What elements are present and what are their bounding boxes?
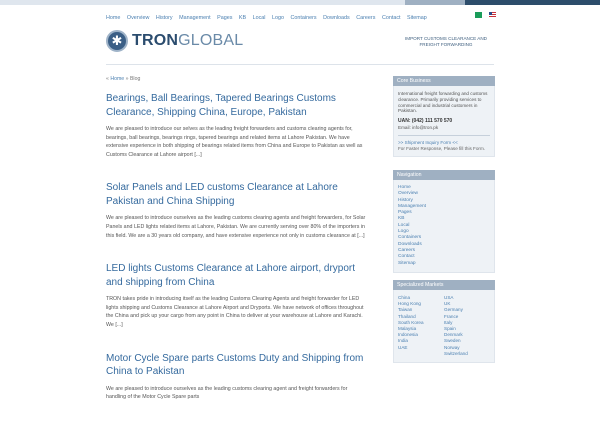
core-business-text: International freight forwarding and customs clearance. Primarily providing services to commercial and industrial customers in Pakistan. (398, 91, 488, 114)
inquiry-note: For Faster Response, Please fill this Form. (398, 145, 486, 151)
widget-body (393, 290, 495, 363)
sidebar-item-sitemap[interactable]: Sitemap (398, 260, 416, 266)
language-flags (472, 12, 496, 30)
nav-kb[interactable]: KB (238, 15, 247, 21)
post-title[interactable]: LED lights Customs Clearance at Lahore airport, dryport and shipping from China (106, 263, 356, 288)
market-item[interactable]: UAE (398, 344, 408, 350)
breadcrumb-current: Blog (129, 76, 141, 82)
top-color-bar (0, 0, 600, 5)
usa-flag-icon[interactable] (489, 12, 496, 18)
blog-post-list (106, 92, 366, 424)
widget-heading: Core Business (393, 76, 495, 86)
logo-text-global: GLOBAL (178, 32, 244, 49)
market-item[interactable]: Hong Kong (398, 301, 421, 307)
market-item[interactable]: Malaysia (398, 326, 417, 332)
market-item[interactable]: Sweden (444, 338, 461, 344)
sidebar-item-containers[interactable]: Containers (398, 235, 422, 241)
market-item[interactable]: China (398, 295, 411, 300)
sidebar-item-management[interactable]: Management (398, 203, 426, 209)
logo-text-tron: TRON (132, 32, 179, 49)
nav-pages[interactable]: Pages (217, 15, 233, 21)
market-item[interactable]: Taiwan (398, 307, 413, 313)
post-title[interactable]: Bearings, Ball Bearings, Tapered Bearings Customs Clearance, Shipping China, Europe, Pakistan (106, 93, 336, 118)
widget-heading: Navigation (393, 170, 495, 180)
email-address[interactable]: Email: info@tron.pk (398, 124, 439, 130)
logo-text (132, 32, 243, 50)
market-item[interactable]: South Korea (398, 319, 424, 325)
widget-body (393, 86, 495, 157)
blog-post (106, 92, 366, 159)
post-excerpt: We are pleased to introduce ourselves as the leading customs clearing agent and freight forwarders for handling of the Motor Cycle Spare parts (106, 385, 348, 401)
sidebar-item-history[interactable]: History (398, 197, 413, 203)
breadcrumb-home[interactable]: Home (110, 76, 125, 82)
sidebar-item-downloads[interactable]: Downloads (398, 241, 422, 247)
sidebar-item-logo[interactable]: Logo (398, 229, 409, 235)
market-item[interactable]: Germany (444, 307, 463, 313)
blog-post (106, 352, 366, 402)
sidebar-item-home[interactable]: Home (398, 185, 411, 190)
markets-column (444, 295, 490, 357)
market-item[interactable]: Switzerland (444, 350, 468, 356)
nav-local[interactable]: Local (252, 15, 266, 21)
market-item[interactable]: Spain (444, 326, 456, 332)
nav-containers[interactable]: Containers (290, 15, 317, 21)
header-divider (106, 64, 494, 65)
widget-divider (398, 135, 490, 136)
core-business-widget (393, 76, 495, 157)
pakistan-flag-icon[interactable] (475, 12, 482, 18)
breadcrumb-sep: » (124, 76, 130, 82)
sidebar-item-careers[interactable]: Careers (398, 247, 416, 253)
top-bar-segment (0, 0, 405, 5)
market-item[interactable]: Indonesia (398, 332, 418, 338)
site-logo[interactable] (106, 30, 243, 52)
logo-mark-icon: ✱ (106, 30, 128, 52)
sidebar-nav-list (398, 185, 490, 267)
post-excerpt: We are pleased to introduce ourselves as the leading customs clearing agents and freight forwarders, for Solar Panels and LED lights related items at Lahore, Pakistan. We are currently serving over 80% of the importers in this field. We are a 30 years old company, and have extensive experience not only in customs clearance at [...] (106, 215, 366, 239)
post-excerpt: We are pleased to introduce our selves as the leading freight forwarders and customs clearing agents for, bearings, ball bearings, bearings rings, tapered bearings and related items at Lahore Pakistan. We have extensive experience in both shipping of bearings related items from China and Europe to Pakistan as well as Customs Clearance at Lahore airport [...] (106, 126, 363, 158)
blog-post (106, 181, 366, 240)
widget-heading: Specialized Markets (393, 280, 495, 290)
market-item[interactable]: UK (444, 301, 451, 307)
phone-number: UAN: (042) 111 570 570 (398, 118, 453, 125)
nav-sitemap[interactable]: Sitemap (407, 15, 427, 21)
nav-home[interactable]: Home (106, 15, 121, 21)
sidebar-item-kb[interactable]: KB (398, 216, 405, 222)
sidebar-item-overview[interactable]: Overview (398, 191, 418, 197)
nav-downloads[interactable]: Downloads (323, 15, 350, 21)
market-item[interactable]: France (444, 313, 459, 319)
nav-overview[interactable]: Overview (126, 15, 150, 21)
market-item[interactable]: Norway (444, 344, 460, 350)
sidebar-item-local[interactable]: Local (398, 222, 410, 228)
market-item[interactable]: USA (444, 295, 454, 300)
markets-column (398, 295, 444, 357)
sidebar-item-pages[interactable]: Pages (398, 210, 412, 216)
nav-management[interactable]: Management (179, 15, 211, 21)
market-item[interactable]: Italy (444, 319, 453, 325)
post-title[interactable]: Solar Panels and LED customs Clearance at Lahore Pakistan and China Shipping (106, 182, 338, 207)
blog-post (106, 262, 366, 329)
market-item[interactable]: India (398, 338, 408, 344)
top-nav (106, 15, 432, 21)
specialized-markets-widget (393, 280, 495, 363)
top-bar-segment (405, 0, 465, 5)
post-title[interactable]: Motor Cycle Spare parts Customs Duty and Shipping from China to Pakistan (106, 352, 364, 378)
market-item[interactable]: Thailand (398, 313, 416, 319)
nav-logo[interactable]: Logo (272, 15, 284, 21)
nav-contact[interactable]: Contact (381, 15, 401, 21)
breadcrumb-sep: « (106, 76, 111, 82)
nav-history[interactable]: History (155, 15, 173, 21)
site-tagline: IMPORT CUSTOMS CLEARANCE AND FREIGHT FORWARDING (405, 36, 487, 47)
shipment-inquiry-link[interactable]: >> Shipment Inquiry Form << (398, 139, 458, 145)
sidebar-item-contact[interactable]: Contact (398, 254, 415, 260)
post-excerpt: TRON takes pride in introducing itself as the leading Customs Clearing Agents and freight forwarder for LED lights shipping and Customs Clearance at Lahore Airport and Dryports. We have network of offices throughout the China and pick up your cargo from any point in China to deliver at your warehouse at Lahore and Karachi. We [...] (106, 296, 364, 328)
breadcrumb (106, 76, 140, 82)
market-item[interactable]: Denmark (444, 332, 463, 338)
nav-careers[interactable]: Careers (356, 15, 376, 21)
widget-body (393, 180, 495, 273)
navigation-widget (393, 170, 495, 273)
